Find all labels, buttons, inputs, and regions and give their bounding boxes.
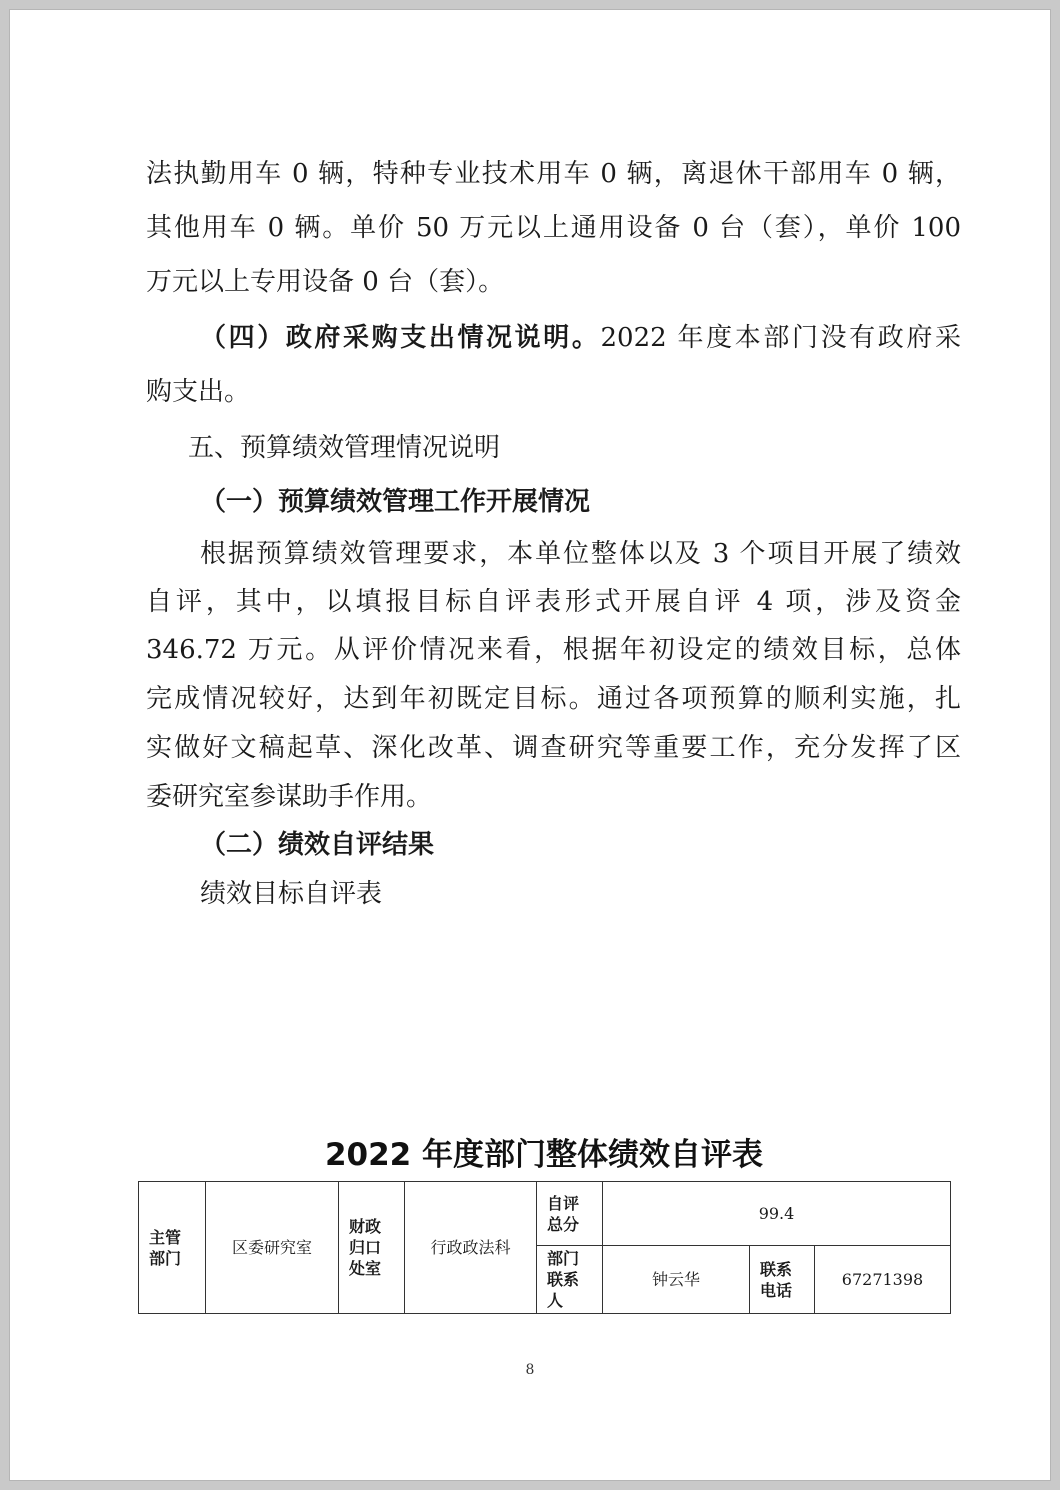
section4-line <box>200 318 961 358</box>
section4-line-2: 购支出。 <box>146 377 251 407</box>
sub2-heading: （二）绩效自评结果 <box>200 830 435 860</box>
phone-label: 联系 电话 <box>750 1246 815 1314</box>
body-line-2: 其他用车 0 辆。单价 50 万元以上通用设备 0 台（套），单价 100 <box>146 213 961 243</box>
contact-label: 部门 联系 人 <box>537 1246 603 1314</box>
score-label: 自评 总分 <box>537 1182 603 1246</box>
phone-value: 67271398 <box>815 1246 951 1314</box>
para-line-4: 完成情况较好，达到年初既定目标。通过各项预算的顺利实施，扎 <box>146 684 961 714</box>
dept-label: 主管 部门 <box>139 1182 206 1314</box>
page-number: 8 <box>525 1362 535 1378</box>
body-line-1: 法执勤用车 0 辆，特种专业技术用车 0 辆，离退休干部用车 0 辆， <box>146 159 961 189</box>
finance-value: 行政政法科 <box>405 1182 537 1314</box>
performance-table <box>138 1181 951 1314</box>
table-title: 2022 年度部门整体绩效自评表 <box>324 1137 764 1173</box>
para-line-3: 346.72 万元。从评价情况来看，根据年初设定的绩效目标，总体 <box>146 635 961 665</box>
section4-text: 2022 年度本部门没有政府采 <box>600 323 961 353</box>
table-caption: 绩效目标自评表 <box>200 879 383 909</box>
para-line-6: 委研究室参谋助手作用。 <box>146 782 433 812</box>
para-line-5: 实做好文稿起草、深化改革、调查研究等重要工作，充分发挥了区 <box>146 733 961 763</box>
contact-value: 钟云华 <box>603 1246 750 1314</box>
document-page <box>10 10 1050 1480</box>
dept-value: 区委研究室 <box>206 1182 339 1314</box>
para-line-1: 根据预算绩效管理要求，本单位整体以及 3 个项目开展了绩效 <box>200 539 961 569</box>
section4-heading: （四）政府采购支出情况说明。 <box>200 323 601 353</box>
section5-heading: 五、预算绩效管理情况说明 <box>188 433 501 463</box>
score-value: 99.4 <box>603 1182 951 1246</box>
body-line-3: 万元以上专用设备 0 台（套）。 <box>146 267 505 297</box>
sub1-heading: （一）预算绩效管理工作开展情况 <box>200 487 591 517</box>
finance-label: 财政 归口 处室 <box>339 1182 405 1314</box>
para-line-2: 自评，其中，以填报目标自评表形式开展自评 4 项，涉及资金 <box>146 587 961 617</box>
